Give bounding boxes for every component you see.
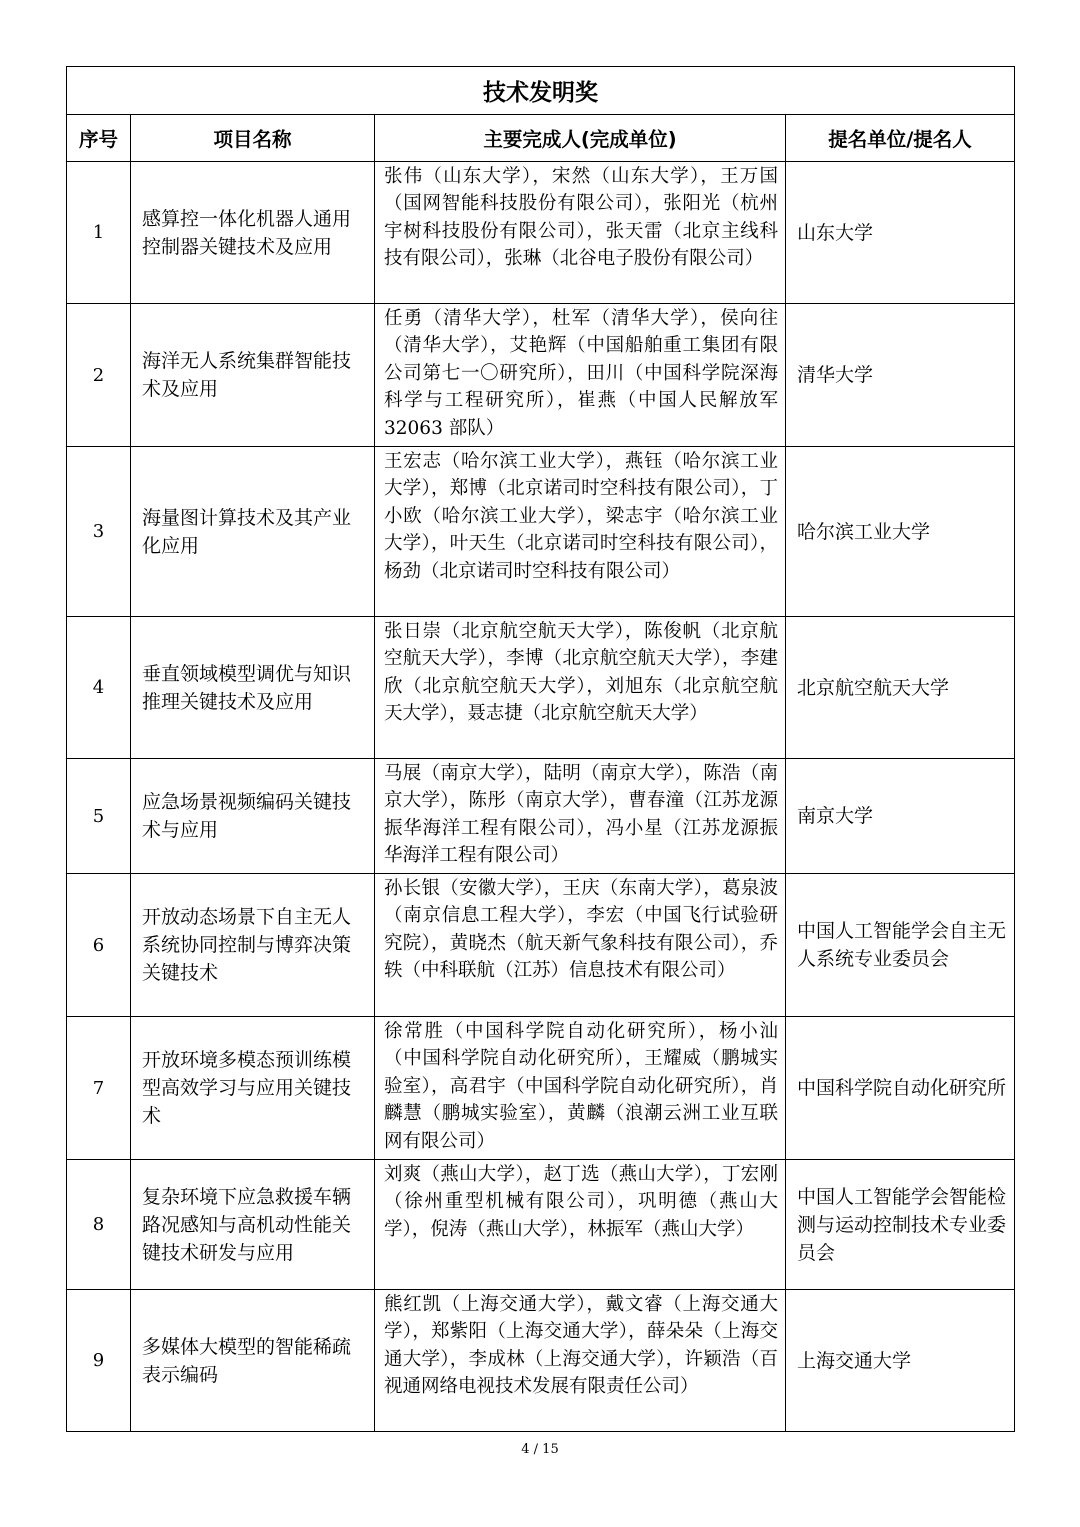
main-contributors: 张日崇（北京航空航天大学），陈俊帆（北京航空航天大学），李博（北京航空航天大学），李建欣（北京航空航天大学），刘旭东（北京航空航天大学），聂志捷（北京航空航天大学）	[375, 617, 786, 759]
main-contributors: 熊红凯（上海交通大学），戴文睿（上海交通大学），郑紫阳（上海交通大学），薛朵朵（上海交通大学），李成林（上海交通大学），许颖浩（百视通网络电视技术发展有限责任公司）	[375, 1290, 786, 1432]
table-row	[67, 1017, 1015, 1160]
project-name: 开放动态场景下自主无人系统协同控制与博弈决策关键技术	[131, 874, 375, 1017]
main-contributors: 张伟（山东大学），宋然（山东大学），王万国（国网智能科技股份有限公司），张阳光（杭州宇树科技股份有限公司），张天雷（北京主线科技有限公司），张琳（北谷电子股份有限公司）	[375, 162, 786, 304]
row-index: 8	[67, 1160, 131, 1290]
nominator: 山东大学	[786, 162, 1015, 304]
main-contributors: 任勇（清华大学），杜军（清华大学），侯向往（清华大学），艾艳辉（中国船舶重工集团有限公司第七一〇研究所），田川（中国科学院深海科学与工程研究所），崔燕（中国人民解放军 32063 部队）	[375, 304, 786, 447]
main-contributors: 马展（南京大学），陆明（南京大学），陈浩（南京大学），陈彤（南京大学），曹春潼（江苏龙源振华海洋工程有限公司），冯小星（江苏龙源振华海洋工程有限公司）	[375, 759, 786, 874]
row-index: 7	[67, 1017, 131, 1160]
project-name: 开放环境多模态预训练模型高效学习与应用关键技术	[131, 1017, 375, 1160]
row-index: 5	[67, 759, 131, 874]
project-name: 应急场景视频编码关键技术与应用	[131, 759, 375, 874]
table-row	[67, 447, 1015, 617]
header-name: 项目名称	[131, 115, 375, 162]
header-people: 主要完成人(完成单位)	[375, 115, 786, 162]
table-row	[67, 1160, 1015, 1290]
header-nominator: 提名单位/提名人	[786, 115, 1015, 162]
table-row	[67, 874, 1015, 1017]
nominator: 南京大学	[786, 759, 1015, 874]
nominator: 清华大学	[786, 304, 1015, 447]
project-name: 复杂环境下应急救援车辆路况感知与高机动性能关键技术研发与应用	[131, 1160, 375, 1290]
nominator: 中国人工智能学会自主无人系统专业委员会	[786, 874, 1015, 1017]
header-row	[67, 115, 1015, 162]
row-index: 2	[67, 304, 131, 447]
row-index: 6	[67, 874, 131, 1017]
project-name: 感算控一体化机器人通用控制器关键技术及应用	[131, 162, 375, 304]
table-row	[67, 304, 1015, 447]
title-row	[67, 67, 1015, 115]
table-row	[67, 162, 1015, 304]
main-contributors: 刘爽（燕山大学），赵丁选（燕山大学），丁宏刚（徐州重型机械有限公司），巩明德（燕山大学），倪涛（燕山大学），林振军（燕山大学）	[375, 1160, 786, 1290]
table-row	[67, 1290, 1015, 1432]
main-contributors: 孙长银（安徽大学），王庆（东南大学），葛泉波（南京信息工程大学），李宏（中国飞行试验研究院），黄晓杰（航天新气象科技有限公司），乔轶（中科联航（江苏）信息技术有限公司）	[375, 874, 786, 1017]
row-index: 3	[67, 447, 131, 617]
nominator: 上海交通大学	[786, 1290, 1015, 1432]
table-title: 技术发明奖	[67, 67, 1015, 115]
header-idx: 序号	[67, 115, 131, 162]
row-index: 9	[67, 1290, 131, 1432]
nominator: 中国人工智能学会智能检测与运动控制技术专业委员会	[786, 1160, 1015, 1290]
award-table	[66, 66, 1015, 1432]
project-name: 海洋无人系统集群智能技术及应用	[131, 304, 375, 447]
page-number: 4 / 15	[521, 1442, 559, 1457]
project-name: 多媒体大模型的智能稀疏表示编码	[131, 1290, 375, 1432]
table-row	[67, 759, 1015, 874]
nominator: 北京航空航天大学	[786, 617, 1015, 759]
project-name: 垂直领域模型调优与知识推理关键技术及应用	[131, 617, 375, 759]
row-index: 4	[67, 617, 131, 759]
nominator: 哈尔滨工业大学	[786, 447, 1015, 617]
main-contributors: 王宏志（哈尔滨工业大学），燕钰（哈尔滨工业大学），郑博（北京诺司时空科技有限公司），丁小欧（哈尔滨工业大学），梁志宇（哈尔滨工业大学），叶天生（北京诺司时空科技有限公司），杨劲（北京诺司时空科技有限公司）	[375, 447, 786, 617]
nominator: 中国科学院自动化研究所	[786, 1017, 1015, 1160]
table-row	[67, 617, 1015, 759]
award-table-container	[66, 66, 1014, 1432]
main-contributors: 徐常胜（中国科学院自动化研究所），杨小汕（中国科学院自动化研究所），王耀威（鹏城实验室），高君宇（中国科学院自动化研究所），肖麟慧（鹏城实验室），黄麟（浪潮云洲工业互联网有限公司）	[375, 1017, 786, 1160]
row-index: 1	[67, 162, 131, 304]
project-name: 海量图计算技术及其产业化应用	[131, 447, 375, 617]
